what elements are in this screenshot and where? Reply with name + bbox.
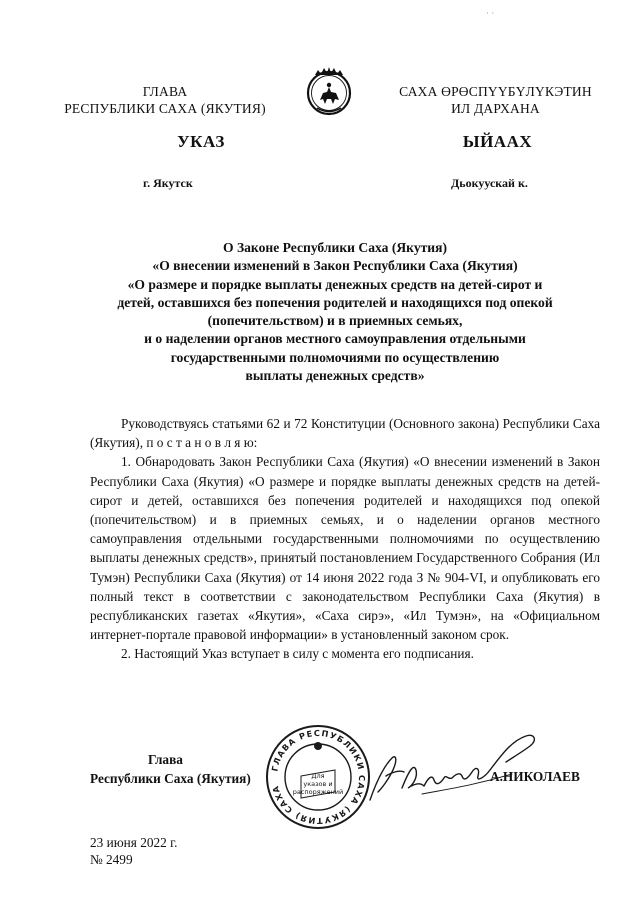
signatory-name: А.НИКОЛАЕВ [490, 769, 580, 784]
coat-of-arms-icon [305, 66, 353, 120]
doc-type-right: ЫЙААХ [462, 132, 533, 151]
title-line: «О размере и порядке выплаты денежных средств на детей-сирот и [127, 276, 543, 292]
item-1-paragraph: 1. Обнародовать Закон Республики Саха (Якутия) «О внесении изменений в Закон Республики Саха (Якутия) «О размере и порядке выплаты денежных средств на детей-сирот и детей, оставшихся без попечения родителей и находящихся под опекой (попечительством) и в приемных семьях, и о наделении органов местного самоуправления отдельными государственными полномочиями по осуществлению выплаты денежных средств», принятый постановлением Государственного Собрания (Ил Тумэн) Республики Саха (Якутия) от 14 июня 2022 года З № 904-VI, и опубликовать его полный текст в соответствии с законодательством Республики Саха (Якутия) в республиканских газетах «Якутия», «Саха сирэ», «Ил Тумэн», на «Официальном интернет-портале правовой информации» в установленный законом срок. [90, 454, 600, 643]
seal-inner-line2: указов и [303, 780, 333, 788]
title-line: (попечительством) и в приемных семьях, [207, 313, 463, 329]
header-left-line2: РЕСПУБЛИКИ САХА (ЯКУТИЯ) [64, 101, 266, 116]
city-right: Дьокуускай к. [451, 176, 528, 190]
doc-type-left: УКАЗ [177, 132, 225, 151]
document-title [70, 239, 600, 385]
title-line: О Законе Республики Саха (Якутия) [222, 240, 448, 255]
title-line: «О внесении изменений в Закон Республики Саха (Якутия) [152, 258, 518, 274]
seal-outer-text: ГЛАВА РЕСПУБЛИКИ САХА (ЯКУТИЯ) САХА [269, 727, 368, 827]
item-2-paragraph: 2. Настоящий Указ вступает в силу с момента его подписания. [121, 646, 474, 662]
signatory-title [90, 750, 270, 788]
title-line: выплаты денежных средств» [245, 368, 425, 384]
seal-inner-line3: распоряжений [292, 788, 344, 796]
signatory-title-line2: Республики Саха (Якутия) [90, 771, 251, 786]
header-left-title [60, 83, 270, 117]
seal-inner-line1: Для [311, 772, 325, 780]
official-seal-icon [263, 722, 373, 832]
title-line: и о наделении органов местного самоуправления отдельными [144, 331, 526, 347]
scan-artifact: · · [486, 8, 495, 18]
title-line: государственными полномочиями по осуществлению [170, 349, 500, 365]
header-right-title [388, 83, 603, 117]
header-right-line2: ИЛ ДАРХАНА [451, 101, 540, 116]
city-left: г. Якутск [143, 176, 193, 190]
preamble-paragraph: Руководствуясь статьями 62 и 72 Конституции (Основного закона) Республики Саха (Якутия), п о с т а н о в л я ю: [90, 416, 600, 451]
handwritten-signature [362, 728, 547, 808]
header-right-line1: САХА ӨРӨСПҮҮБҮЛҮКЭТИН [399, 84, 592, 99]
signatory-title-line1: Глава [148, 752, 183, 767]
header-left-line1: ГЛАВА [142, 84, 188, 99]
document-date: 23 июня 2022 г. [90, 835, 178, 850]
title-line: детей, оставшихся без попечения родителей и находящихся под опекой [117, 294, 553, 310]
document-number: № 2499 [90, 852, 133, 867]
document-body [90, 414, 600, 664]
